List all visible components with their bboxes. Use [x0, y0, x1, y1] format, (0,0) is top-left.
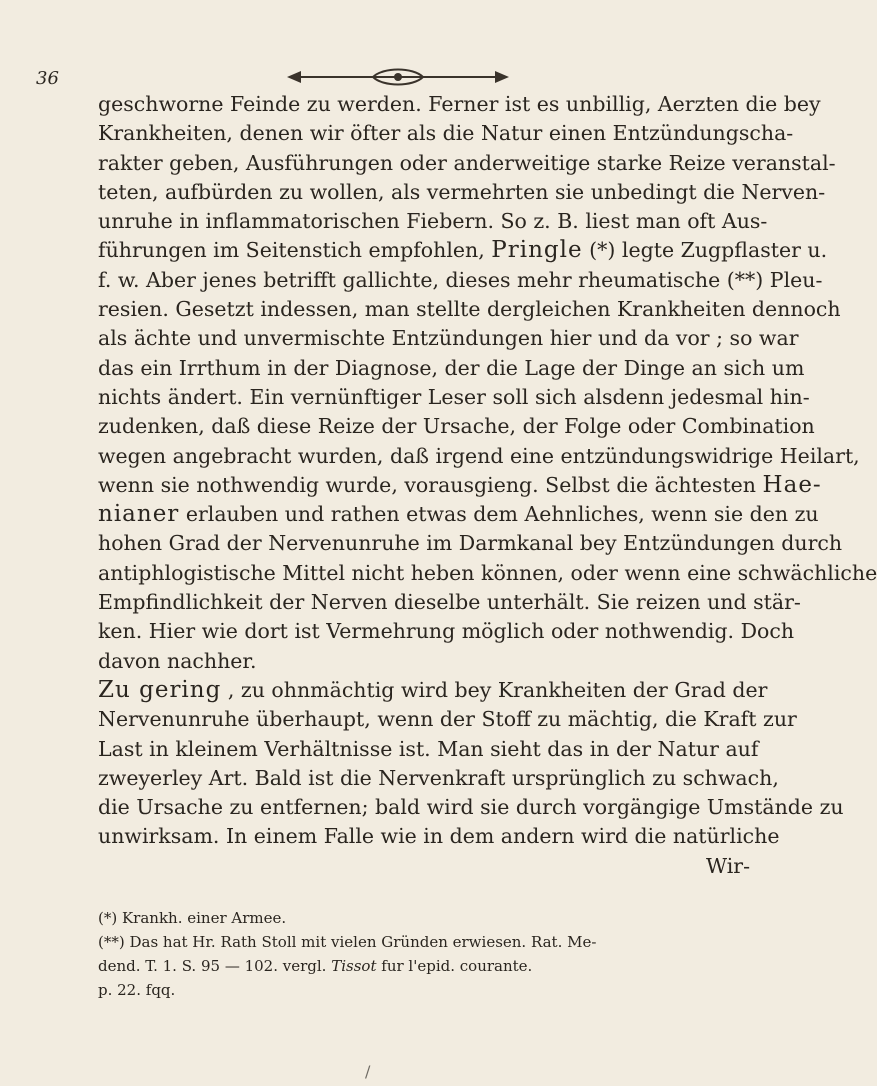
footnote-1: (*) Krankh. einer Armee.: [98, 909, 287, 927]
haenianer-part-2: nianer: [98, 501, 180, 528]
bottom-mark: /: [365, 1062, 371, 1081]
footnote-2-line-3: p. 22. fqq.: [98, 981, 176, 999]
text-line-21a: , zu ohnmächtig wird bey Krankheiten der Grad der: [227, 677, 768, 702]
text-line-19: ken. Hier wie dort ist Vermehrung möglich oder nothwendig. Doch: [98, 619, 795, 644]
text-line-14a: wenn sie nothwendig wurde, vorausgieng. Selbst die ächtesten: [98, 472, 757, 497]
text-line-17: antiphlogistische Mittel nicht heben können, oder wenn eine schwächliche: [98, 560, 877, 585]
text-line-15a: erlauben und rathen etwas dem Aehnliches, wenn sie den zu: [185, 502, 819, 527]
text-line-1: geschworne Feinde zu werden. Ferner ist es unbillig, Aerzten die bey: [98, 92, 821, 116]
text-line-24: zweyerley Art. Bald ist die Nervenkraft ursprünglich zu schwach,: [98, 765, 779, 790]
page-number: 36: [36, 68, 59, 89]
footnote-2-line-2: [98, 954, 760, 978]
catchword: Wir-: [706, 853, 750, 878]
text-line-2: Krankheiten, denen wir öfter als die Natur einen Entzündungscha-: [98, 121, 794, 146]
text-line-10: das ein Irrthum in der Diagnose, der die Lage der Dinge an sich um: [98, 355, 805, 380]
text-line-4: teten, aufbürden zu wollen, als vermehrten sie unbedingt die Nerven-: [98, 179, 826, 204]
text-line-9: als ächte und unvermischte Entzündungen hier und da vor ; so war: [98, 326, 799, 351]
body-text: [98, 90, 877, 881]
ornament-icon: [283, 68, 513, 86]
footnote-2-line-2b: fur l'epid. courante.: [381, 957, 533, 975]
haenianer-part-1: Hae-: [762, 471, 822, 498]
text-line-8: resien. Gesetzt indessen, man stellte dergleichen Krankheiten dennoch: [98, 297, 841, 322]
text-line-12: zudenken, daß diese Reize der Ursache, der Folge oder Combination: [98, 414, 815, 439]
text-line-3: rakter geben, Ausführungen oder anderweitige starke Reize veranstal-: [98, 150, 836, 175]
text-line-15: [98, 500, 819, 529]
text-line-26: unwirksam. In einem Falle wie in dem andern wird die natürliche: [98, 824, 780, 849]
footnotes: [98, 906, 760, 1002]
text-line-21: [98, 676, 768, 705]
text-line-14: [98, 471, 822, 500]
text-line-16: hohen Grad der Nervenunruhe im Darmkanal bey Entzündungen durch: [98, 531, 843, 556]
text-line-23: Last in kleinem Verhältnisse ist. Man sieht das in der Natur auf: [98, 736, 759, 761]
pringle-name: Pringle: [491, 237, 583, 264]
text-line-22: Nervenunruhe überhaupt, wenn der Stoff zu mächtig, die Kraft zur: [98, 707, 797, 732]
footnote-2-line-1: (**) Das hat Hr. Rath Stoll mit vielen Gründen erwiesen. Rat. Me-: [98, 933, 597, 951]
text-line-6a: führungen im Seitenstich empfohlen,: [98, 238, 485, 263]
zu-gering-heading: Zu gering: [98, 676, 222, 703]
text-line-6: [98, 236, 828, 265]
footnote-2-line-2a: dend. T. 1. S. 95 — 102. vergl.: [98, 957, 327, 975]
footnote-2-italic: Tissot: [331, 957, 377, 975]
text-line-20: davon nachher.: [98, 648, 257, 673]
text-line-11: nichts ändert. Ein vernünftiger Leser soll sich alsdenn jedesmal hin-: [98, 384, 810, 409]
text-line-13: wegen angebracht wurden, daß irgend eine entzündungswidrige Heilart,: [98, 443, 860, 468]
text-line-5: unruhe in inflammatorischen Fiebern. So z. B. liest man oft Aus-: [98, 209, 768, 234]
text-line-25: die Ursache zu entfernen; bald wird sie durch vorgängige Umstände zu: [98, 795, 844, 820]
text-line-7: f. w. Aber jenes betrifft gallichte, dieses mehr rheumatische (**) Pleu-: [98, 267, 823, 292]
text-line-6b: (*) legte Zugpflaster u.: [589, 238, 828, 263]
text-line-18: Empfindlichkeit der Nerven dieselbe unterhält. Sie reizen und stär-: [98, 590, 801, 615]
